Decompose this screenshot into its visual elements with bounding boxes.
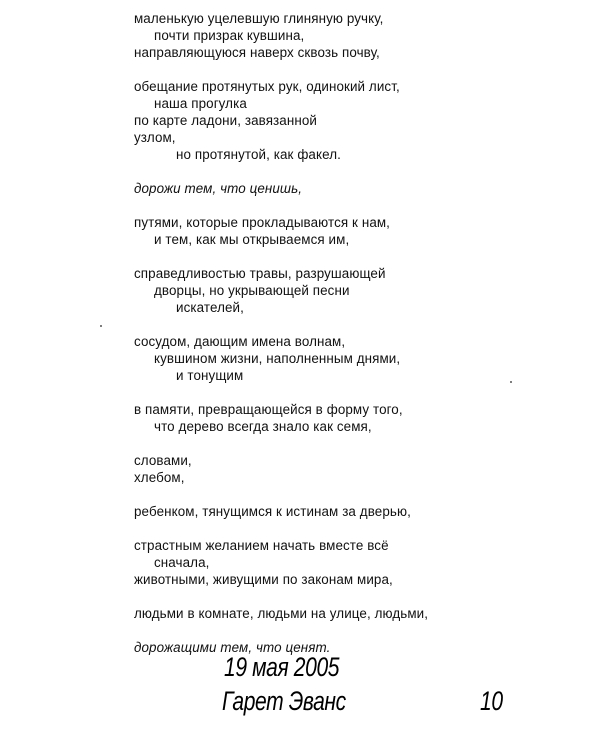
footer-date: 19 мая 2005 — [224, 652, 340, 682]
poem-line: словами, — [134, 453, 192, 468]
poem-line: направляющуюся наверх сквозь почву, — [134, 45, 380, 60]
page-number: 10 — [480, 686, 503, 716]
poem-line: сначала, — [154, 555, 210, 570]
poem-line: кувшином жизни, наполненным днями, — [154, 351, 401, 366]
poem-line: но протянутой, как факел. — [176, 147, 341, 162]
poem-line: справедливостью травы, разрушающей — [134, 266, 386, 281]
poem-line: людьми в комнате, людьми на улице, людьми, — [134, 606, 429, 621]
poem-line: почти призрак кувшина, — [154, 28, 305, 43]
poem-line: ребенком, тянущимся к истинам за дверью, — [134, 504, 411, 519]
poem-line: по карте ладони, завязанной — [134, 113, 317, 128]
footer-author: Гарет Эванс — [222, 686, 346, 716]
poem-line: дворцы, но укрывающей песни — [154, 283, 350, 298]
poem-line: путями, которые прокладываются к нам, — [134, 215, 390, 230]
poem-line: искателей, — [176, 300, 244, 315]
poem-line: в памяти, превращающейся в форму того, — [134, 402, 403, 417]
poem-line: страстным желанием начать вместе всё — [134, 538, 389, 553]
poem-line: хлебом, — [134, 470, 185, 485]
poem-line: маленькую уцелевшую глиняную ручку, — [134, 11, 384, 26]
poem-line: и тем, как мы открываемся им, — [154, 232, 350, 247]
poem-refrain: дорожащими тем, что ценят. — [134, 640, 331, 655]
poem-line: животными, живущими по законам мира, — [134, 572, 393, 587]
poem-body — [134, 10, 574, 656]
scan-speck — [100, 325, 102, 327]
poem-refrain: дорожи тем, что ценишь, — [134, 181, 303, 196]
poem-line: обещание протянутых рук, одинокий лист, — [134, 79, 400, 94]
poem-line: узлом, — [134, 130, 176, 145]
poem-line: наша прогулка — [154, 96, 247, 111]
poem-line: что дерево всегда знало как семя, — [154, 419, 372, 434]
poem-line: сосудом, дающим имена волнам, — [134, 334, 346, 349]
poem-line: и тонущим — [176, 368, 244, 383]
scan-speck — [510, 381, 512, 383]
